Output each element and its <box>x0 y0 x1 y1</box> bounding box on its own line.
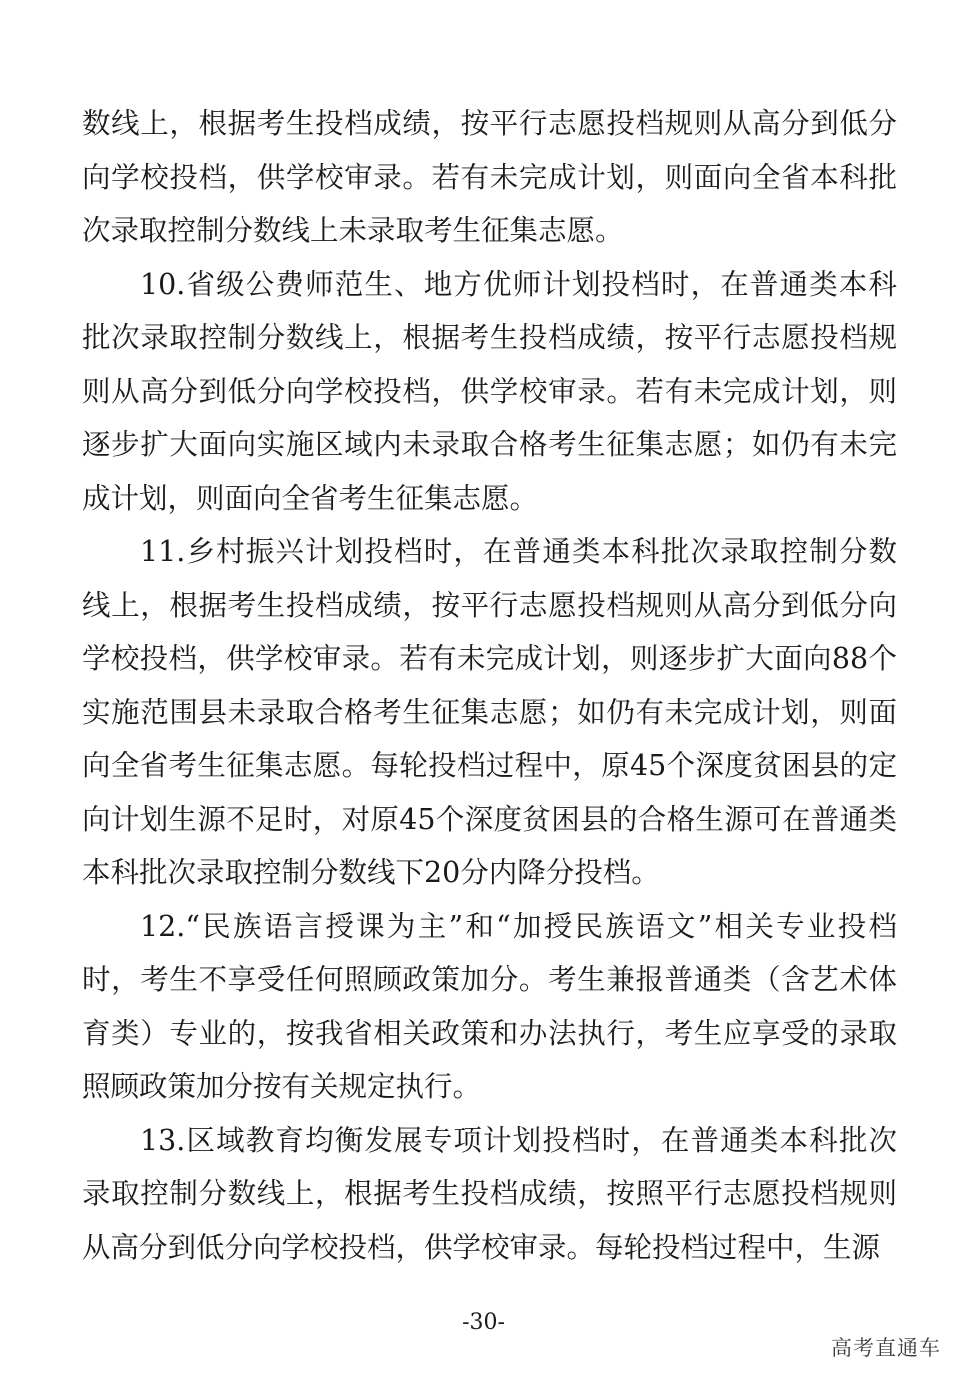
paragraph-item-11: 11.乡村振兴计划投档时，在普通类本科批次录取控制分数线上，根据考生投档成绩，按平行志愿投档规则从高分到低分向学校投档，供学校审录。若有未完成计划，则逐步扩大面向88个实施范围县未录取合格考生征集志愿；如仍有未完成计划，则面向全省考生征集志愿。每轮投档过程中，原45个深度贫困县的定向计划生源不足时，对原45个深度贫困县的合格生源可在普通类本科批次录取控制分数线下20分内降分投档。 <box>82 535 897 889</box>
paragraph-continuation: 数线上，根据考生投档成绩，按平行志愿投档规则从高分到低分向学校投档，供学校审录。若有未完成计划，则面向全省本科批次录取控制分数线上未录取考生征集志愿。 <box>82 107 897 247</box>
watermark-text: 高考直通车 <box>831 1336 941 1360</box>
paragraph-item-10: 10.省级公费师范生、地方优师计划投档时，在普通类本科批次录取控制分数线上，根据考生投档成绩，按平行志愿投档规则从高分到低分向学校投档，供学校审录。若有未完成计划，则逐步扩大面向实施区域内未录取合格考生征集志愿；如仍有未完成计划，则面向全省考生征集志愿。 <box>82 267 897 515</box>
paragraph-item-13: 13.区域教育均衡发展专项计划投档时，在普通类本科批次录取控制分数线上，根据考生投档成绩，按照平行志愿投档规则从高分到低分向学校投档，供学校审录。每轮投档过程中，生源 <box>82 1123 897 1264</box>
paragraph-item-12: 12.“民族语言授课为主”和“加授民族语文”相关专业投档时，考生不享受任何照顾政策加分。考生兼报普通类（含艺术体育类）专业的，按我省相关政策和办法执行，考生应享受的录取照顾政策加分按有关规定执行。 <box>82 909 897 1103</box>
page-number: -30- <box>462 1310 505 1335</box>
document-body <box>82 97 897 1274</box>
